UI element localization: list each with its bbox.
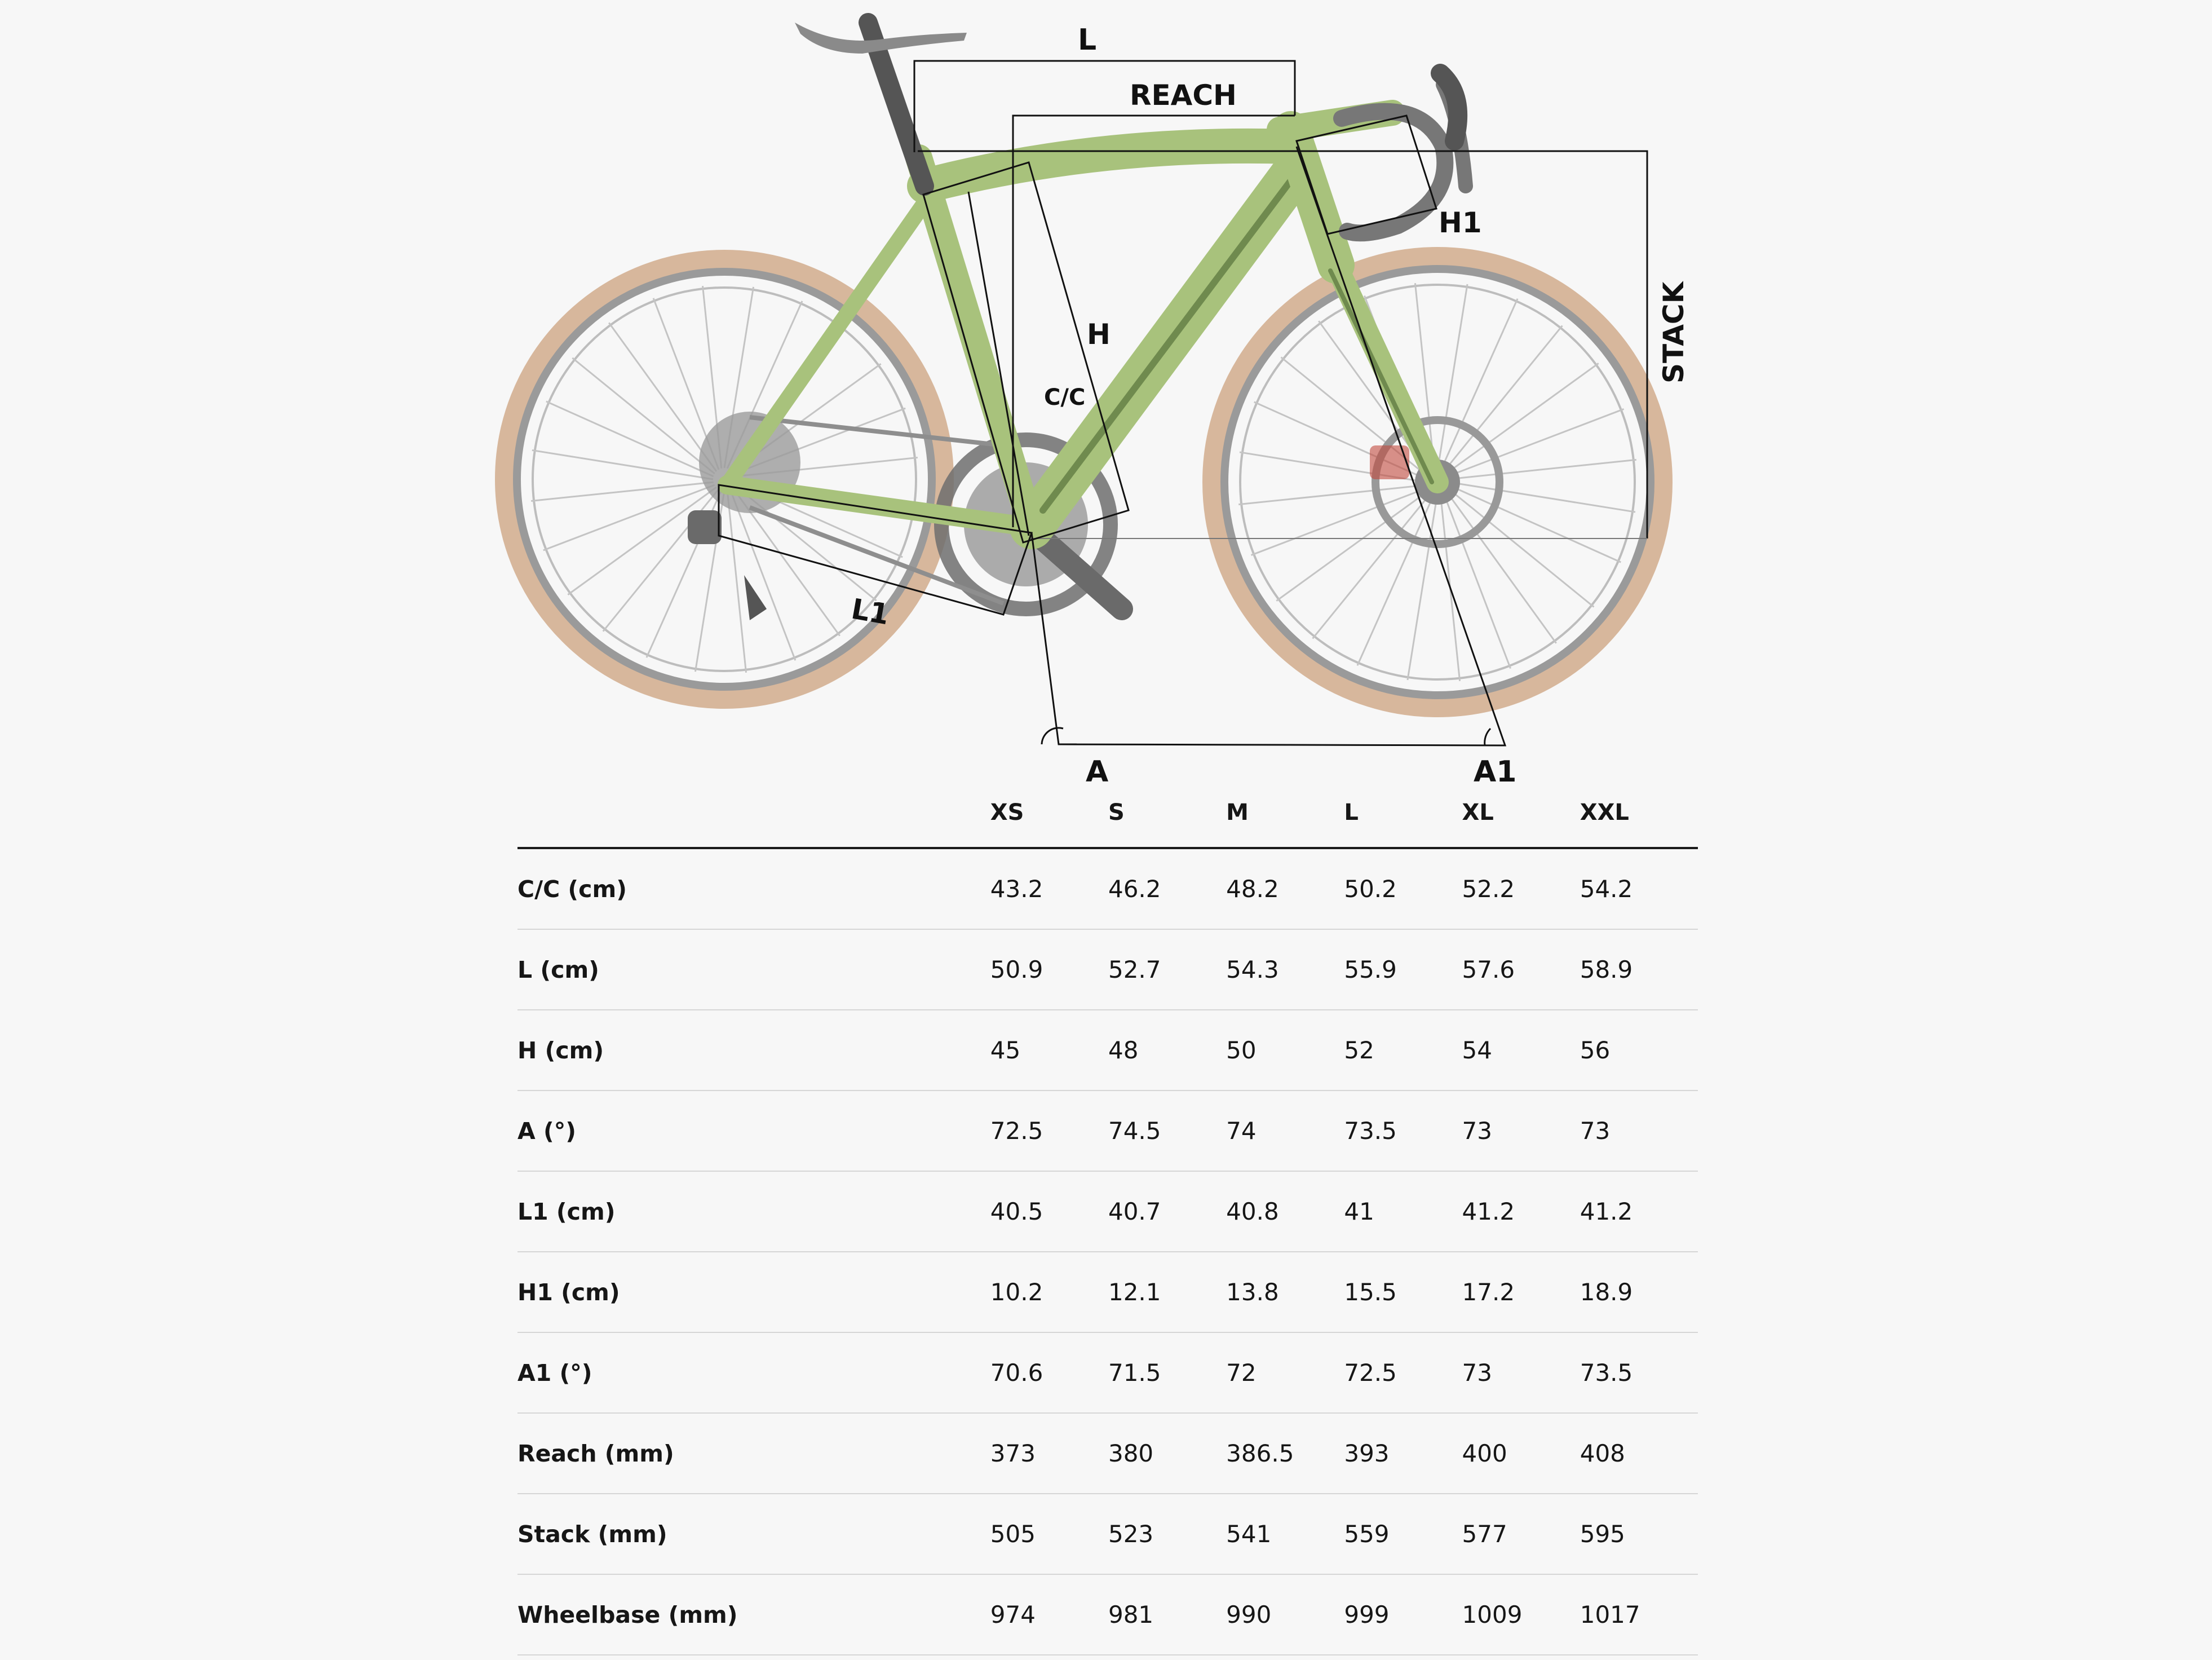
cell-value: 981 (1108, 1574, 1226, 1655)
cell-value: 577 (1462, 1494, 1580, 1574)
cell-value: 73 (1580, 1091, 1698, 1171)
header-blank (517, 778, 990, 848)
cell-value: 541 (1226, 1494, 1344, 1574)
rear-wheel-spoke (609, 323, 716, 471)
cell-value: 73.5 (1580, 1332, 1698, 1413)
cell-value: 50.9 (990, 929, 1108, 1010)
table-row (517, 1574, 1698, 1655)
table-row (517, 929, 1698, 1010)
label-stack: STACK (1657, 281, 1690, 383)
cell-value: 380 (1108, 1413, 1226, 1494)
cell-value: 393 (1344, 1413, 1462, 1494)
label-a: A (1086, 755, 1109, 789)
cell-value: 41.2 (1462, 1171, 1580, 1252)
cell-value: 559 (1344, 1494, 1462, 1574)
row-label: H1 (cm) (517, 1252, 990, 1332)
row-label: C/C (cm) (517, 848, 990, 929)
cell-value: 70.6 (990, 1332, 1108, 1413)
cell-value: 72 (1226, 1332, 1344, 1413)
cell-value: 55.9 (1344, 929, 1462, 1010)
label-a1: A1 (1474, 755, 1517, 789)
row-label: H (cm) (517, 1010, 990, 1091)
cell-value: 41.2 (1580, 1171, 1698, 1252)
cell-value: 1017 (1580, 1574, 1698, 1655)
size-xs: XS (990, 778, 1108, 848)
cell-value: 72.5 (1344, 1332, 1462, 1413)
cell-value: 48 (1108, 1010, 1226, 1091)
cell-value: 45 (990, 1010, 1108, 1091)
table-row (517, 1332, 1698, 1413)
cell-value: 74.5 (1108, 1091, 1226, 1171)
row-label: A1 (°) (517, 1332, 990, 1413)
cell-value: 40.7 (1108, 1171, 1226, 1252)
cell-value: 58.9 (1580, 929, 1698, 1010)
cell-value: 505 (990, 1494, 1108, 1574)
row-label: A (°) (517, 1091, 990, 1171)
cell-value: 72.5 (990, 1091, 1108, 1171)
row-label: L (cm) (517, 929, 990, 1010)
table-row (517, 1010, 1698, 1091)
label-reach: REACH (1130, 79, 1237, 112)
cell-value: 46.2 (1108, 848, 1226, 929)
geometry-table (517, 778, 1698, 1655)
cell-value: 73 (1462, 1332, 1580, 1413)
cell-value: 48.2 (1226, 848, 1344, 929)
bike-frame (727, 23, 1437, 527)
cell-value: 43.2 (990, 848, 1108, 929)
label-h1: H1 (1439, 206, 1482, 239)
cell-value: 523 (1108, 1494, 1226, 1574)
cell-value: 386.5 (1226, 1413, 1344, 1494)
table-row (517, 1252, 1698, 1332)
cell-value: 408 (1580, 1413, 1698, 1494)
cell-value: 56 (1580, 1010, 1698, 1091)
size-m: M (1226, 778, 1344, 848)
cell-value: 71.5 (1108, 1332, 1226, 1413)
rear-wheel-spoke (727, 490, 746, 673)
front-wheel-spoke (1447, 409, 1623, 476)
cell-value: 52 (1344, 1010, 1462, 1091)
size-xl: XL (1462, 778, 1580, 848)
cell-value: 373 (990, 1413, 1108, 1494)
front-wheel-spoke (1276, 490, 1430, 601)
cell-value: 15.5 (1344, 1252, 1462, 1332)
cell-value: 595 (1580, 1494, 1698, 1574)
front-wheel-spoke (1448, 460, 1636, 479)
size-s: S (1108, 778, 1226, 848)
size-header-row (517, 778, 1698, 848)
front-wheel-spoke (1251, 488, 1427, 555)
front-wheel-spoke (1238, 485, 1426, 504)
row-label: Reach (mm) (517, 1413, 990, 1494)
cell-value: 10.2 (990, 1252, 1108, 1332)
table-row (517, 1091, 1698, 1171)
label-h: H (1087, 318, 1111, 351)
cell-value: 50 (1226, 1010, 1344, 1091)
front-wheel-spoke (1447, 488, 1594, 607)
table-row (517, 848, 1698, 929)
cell-value: 54.3 (1226, 929, 1344, 1010)
cell-value: 50.2 (1344, 848, 1462, 929)
rear-wheel-spoke (531, 482, 714, 501)
cell-value: 54.2 (1580, 848, 1698, 929)
row-label: L1 (cm) (517, 1171, 990, 1252)
cell-value: 52.2 (1462, 848, 1580, 929)
bike-geometry-diagram (0, 0, 2212, 801)
front-wheel-spoke (1443, 492, 1511, 668)
table-row (517, 1171, 1698, 1252)
row-label: Stack (mm) (517, 1494, 990, 1574)
size-xxl: XXL (1580, 778, 1698, 848)
cell-value: 40.5 (990, 1171, 1108, 1252)
cell-value: 990 (1226, 1574, 1344, 1655)
cell-value: 41 (1344, 1171, 1462, 1252)
front-wheel-spoke (1445, 363, 1599, 474)
front-wheel-spoke (1443, 326, 1562, 473)
cell-value: 54 (1462, 1010, 1580, 1091)
cell-value: 73 (1462, 1091, 1580, 1171)
label-l1: L1 (848, 592, 892, 632)
cell-value: 73.5 (1344, 1091, 1462, 1171)
label-cc: C/C (1044, 385, 1086, 410)
cell-value: 40.8 (1226, 1171, 1344, 1252)
cell-value: 13.8 (1226, 1252, 1344, 1332)
rear-wheel-spoke (572, 358, 714, 474)
cell-value: 57.6 (1462, 929, 1580, 1010)
cell-value: 400 (1462, 1413, 1580, 1494)
cell-value: 12.1 (1108, 1252, 1226, 1332)
label-l: L (1078, 23, 1097, 57)
table-row (517, 1494, 1698, 1574)
front-wheel-spoke (1313, 492, 1432, 638)
row-label: Wheelbase (mm) (517, 1574, 990, 1655)
cell-value: 999 (1344, 1574, 1462, 1655)
table-row (517, 1413, 1698, 1494)
size-l: L (1344, 778, 1462, 848)
cell-value: 74 (1226, 1091, 1344, 1171)
cell-value: 18.9 (1580, 1252, 1698, 1332)
cell-value: 1009 (1462, 1574, 1580, 1655)
cell-value: 974 (990, 1574, 1108, 1655)
cell-value: 17.2 (1462, 1252, 1580, 1332)
cell-value: 52.7 (1108, 929, 1226, 1010)
